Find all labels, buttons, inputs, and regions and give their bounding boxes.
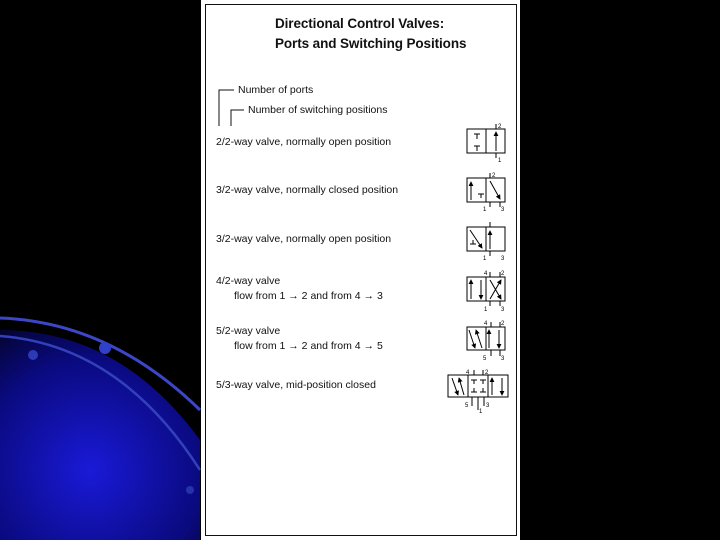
port-label: 4 — [484, 321, 488, 327]
valve-label: 5/2-way valve — [216, 325, 281, 337]
port-label: 2 — [501, 321, 505, 327]
port-label: 4 — [466, 370, 470, 376]
port-label: 3 — [501, 356, 505, 362]
port-label: 1 — [483, 207, 487, 213]
port-label: 3 — [501, 307, 505, 313]
valve-symbol-5-2 — [467, 322, 505, 356]
port-label: 1 — [479, 409, 483, 415]
port-label: 1 — [498, 158, 502, 164]
legend-ports-label: Number of ports — [238, 84, 314, 96]
port-label: 5 — [465, 403, 469, 409]
valve-flow-label: flow from 1 → 2 and from 4 → 3 — [234, 290, 383, 302]
valve-label: 2/2-way valve, normally open position — [216, 136, 392, 148]
diagram-title: Directional Control Valves: — [275, 16, 445, 31]
valve-label: 5/3-way valve, mid-position closed — [216, 379, 376, 391]
valve-symbol-4-2 — [467, 272, 505, 306]
valve-label: 3/2-way valve, normally open position — [216, 233, 392, 245]
port-label: 2 — [485, 370, 489, 376]
valve-label: 3/2-way valve, normally closed position — [216, 184, 399, 196]
valve-flow-label: flow from 1 → 2 and from 4 → 5 — [234, 340, 383, 352]
port-label: 3 — [486, 403, 490, 409]
legend-bracket — [219, 90, 244, 126]
valve-symbol-3-2-no — [467, 222, 505, 256]
valve-symbol-5-3 — [448, 370, 508, 410]
valve-symbol-3-2-nc — [467, 173, 505, 207]
port-label: 4 — [484, 271, 488, 277]
port-label: 2 — [501, 271, 505, 277]
diagram-subtitle: Ports and Switching Positions — [275, 36, 467, 51]
legend-positions-label: Number of switching positions — [248, 104, 388, 116]
port-label: 3 — [501, 207, 505, 213]
port-label: 1 — [483, 256, 487, 262]
port-label: 2 — [498, 124, 502, 130]
valve-label: 4/2-way valve — [216, 275, 281, 287]
port-label: 5 — [483, 356, 487, 362]
port-label: 3 — [501, 256, 505, 262]
port-label: 2 — [492, 173, 496, 179]
port-label: 1 — [484, 307, 488, 313]
